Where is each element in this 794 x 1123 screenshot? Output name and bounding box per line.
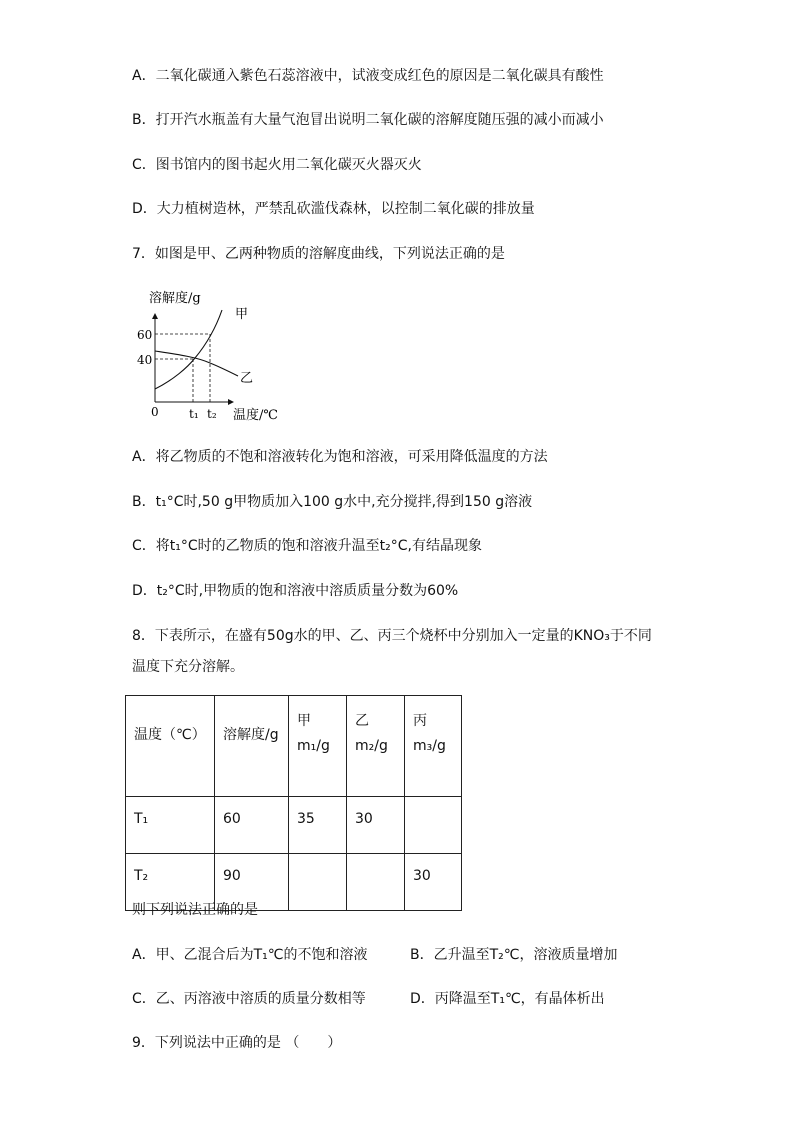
cell: 90 xyxy=(215,854,289,911)
q8-option-b: B．乙升温至T₂℃，溶液质量增加 xyxy=(410,947,618,963)
cell: 35 xyxy=(289,797,347,854)
header-jia-label: 甲 xyxy=(297,713,311,729)
cell: T₂ xyxy=(126,854,215,911)
y-axis-label: 溶解度/g xyxy=(149,291,201,306)
q8-followup: 则下列说法正确的是 xyxy=(132,902,258,918)
q6-option-b: B．打开汽水瓶盖有大量气泡冒出说明二氧化碳的溶解度随压强的减小而减小 xyxy=(132,112,604,128)
header-solubility: 溶解度/g xyxy=(215,696,289,797)
origin-label: 0 xyxy=(151,405,159,419)
cell xyxy=(405,797,462,854)
q8-option-c: C．乙、丙溶液中溶质的质量分数相等 xyxy=(132,991,366,1007)
q6-option-a: A．二氧化碳通入紫色石蕊溶液中，试液变成红色的原因是二氧化碳具有酸性 xyxy=(132,68,604,84)
header-yi xyxy=(347,696,405,797)
header-yi-mass: m₂/g xyxy=(355,738,388,754)
series-jia-curve xyxy=(155,310,222,389)
q7-stem: 7．如图是甲、乙两种物质的溶解度曲线，下列说法正确的是 xyxy=(132,246,505,262)
q6-option-c: C．图书馆内的图书起火用二氧化碳灭火器灭火 xyxy=(132,157,422,173)
q7-option-d: D．t₂°C时,甲物质的饱和溶液中溶质质量分数为60% xyxy=(132,583,459,599)
header-yi-label: 乙 xyxy=(355,713,369,729)
header-jia-mass: m₁/g xyxy=(297,738,330,754)
q7-option-c: C．将t₁°C时的乙物质的饱和溶液升温至t₂°C,有结晶现象 xyxy=(132,538,482,554)
cell: 60 xyxy=(215,797,289,854)
header-temp: 温度（℃） xyxy=(126,696,215,797)
cell: 30 xyxy=(347,797,405,854)
table-row xyxy=(126,797,462,854)
header-bing xyxy=(405,696,462,797)
cell xyxy=(347,854,405,911)
header-bing-mass: m₃/g xyxy=(413,738,446,754)
q8-stem-line1: 8．下表所示，在盛有50g水的甲、乙、丙三个烧杯中分别加入一定量的KNO₃于不同 xyxy=(132,628,652,644)
table-header-row xyxy=(126,696,462,797)
x-tick-t1: t₁ xyxy=(189,407,199,421)
series-jia-label: 甲 xyxy=(235,307,249,322)
series-yi-label: 乙 xyxy=(240,371,254,386)
q7-option-a: A．将乙物质的不饱和溶液转化为饱和溶液，可采用降低温度的方法 xyxy=(132,449,548,465)
x-tick-t2: t₂ xyxy=(207,407,217,421)
cell: T₁ xyxy=(126,797,215,854)
solubility-chart xyxy=(137,288,295,426)
q8-option-d: D．丙降温至T₁℃，有晶体析出 xyxy=(410,991,605,1007)
q9-stem: 9．下列说法中正确的是 （ ） xyxy=(132,1035,342,1051)
y-tick-60: 60 xyxy=(137,328,153,342)
header-jia xyxy=(289,696,347,797)
cell xyxy=(289,854,347,911)
q8-option-a: A．甲、乙混合后为T₁℃的不饱和溶液 xyxy=(132,947,368,963)
header-bing-label: 丙 xyxy=(413,713,427,729)
x-axis-label: 温度/℃ xyxy=(233,408,278,423)
q8-stem-line2: 温度下充分溶解。 xyxy=(132,659,244,675)
q7-option-b: B．t₁°C时,50 g甲物质加入100 g水中,充分搅拌,得到150 g溶液 xyxy=(132,494,533,510)
solubility-table xyxy=(125,695,462,911)
y-tick-40: 40 xyxy=(137,353,153,367)
cell: 30 xyxy=(405,854,462,911)
q6-option-d: D．大力植树造林，严禁乱砍滥伐森林，以控制二氧化碳的排放量 xyxy=(132,201,535,217)
series-yi-curve xyxy=(155,351,238,376)
